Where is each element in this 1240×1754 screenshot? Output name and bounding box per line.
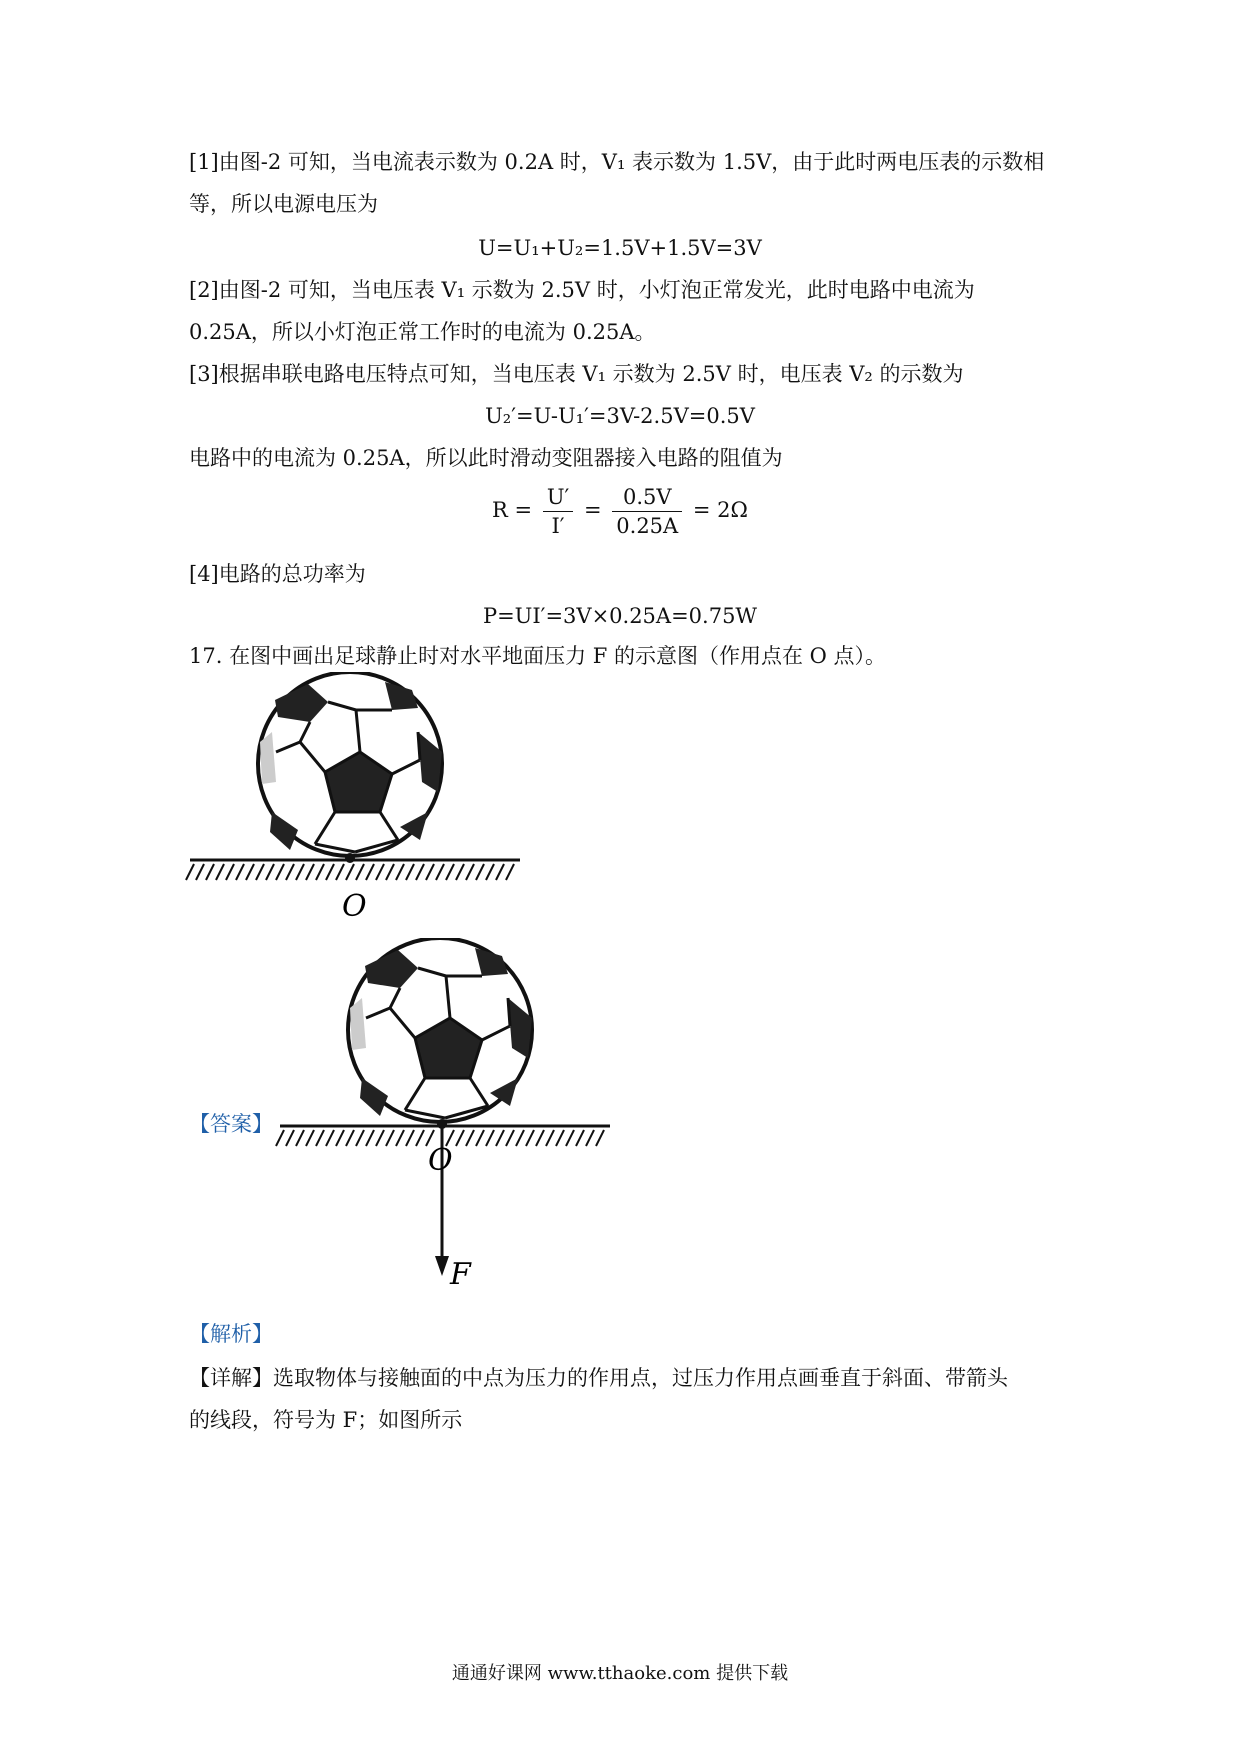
text-line-1: [1]由图-2 可知，当电流表示数为 0.2A 时，V₁ 表示数为 1.5V，由于此时两电压表的示数相 bbox=[189, 150, 1045, 174]
eq3-rhs: = 2Ω bbox=[692, 498, 748, 522]
point-label-o: O bbox=[428, 1143, 453, 1178]
point-label-o: O bbox=[342, 889, 367, 924]
analysis-tag: 【解析】 bbox=[189, 1322, 273, 1346]
text-line-4: 0.25A，所以小灯泡正常工作时的电流为 0.25A。 bbox=[189, 320, 656, 344]
eq3-mid: = bbox=[583, 498, 602, 522]
eq3-fraction-2 bbox=[612, 485, 682, 538]
text-line-6: 电路中的电流为 0.25A，所以此时滑动变阻器接入电路的阻值为 bbox=[189, 446, 783, 470]
question-figure bbox=[180, 672, 540, 932]
equation-2: U₂′=U-U₁′=3V-2.5V=0.5V bbox=[485, 404, 755, 428]
equation-3 bbox=[0, 485, 1240, 538]
page-footer: 通通好课网 www.tthaoke.com 提供下载 bbox=[451, 1663, 789, 1684]
football-icon bbox=[258, 672, 442, 856]
eq3-den1: I′ bbox=[551, 514, 565, 538]
football-icon bbox=[348, 938, 532, 1122]
eq3-fraction-1 bbox=[543, 485, 573, 538]
text-line-7: [4]电路的总功率为 bbox=[189, 562, 366, 586]
answer-tag: 【答案】 bbox=[189, 1112, 273, 1136]
answer-figure bbox=[270, 938, 630, 1298]
force-label-f: F bbox=[450, 1257, 471, 1292]
question-17: 17. 在图中画出足球静止时对水平地面压力 F 的示意图（作用点在 O 点）。 bbox=[189, 644, 887, 668]
detail-line-1: 【详解】选取物体与接触面的中点为压力的作用点，过压力作用点画垂直于斜面、带箭头 bbox=[189, 1366, 1008, 1390]
contact-point bbox=[345, 853, 355, 863]
detail-line-2: 的线段，符号为 F；如图所示 bbox=[189, 1408, 463, 1432]
eq3-lhs: R = bbox=[492, 498, 533, 522]
eq3-num2: 0.5V bbox=[612, 485, 682, 512]
text-line-5: [3]根据串联电路电压特点可知，当电压表 V₁ 示数为 2.5V 时，电压表 V₂ 的示数为 bbox=[189, 362, 964, 386]
eq3-num1: U′ bbox=[543, 485, 573, 512]
text-line-2: 等，所以电源电压为 bbox=[189, 192, 378, 216]
text-line-3: [2]由图-2 可知，当电压表 V₁ 示数为 2.5V 时，小灯泡正常发光，此时电路中电流为 bbox=[189, 278, 975, 302]
equation-1: U=U₁+U₂=1.5V+1.5V=3V bbox=[478, 236, 762, 260]
ground-hatching bbox=[186, 864, 514, 880]
equation-4: P=UI′=3V×0.25A=0.75W bbox=[482, 604, 758, 628]
eq3-den2: 0.25A bbox=[616, 514, 679, 538]
arrow-down-icon bbox=[435, 1256, 449, 1276]
